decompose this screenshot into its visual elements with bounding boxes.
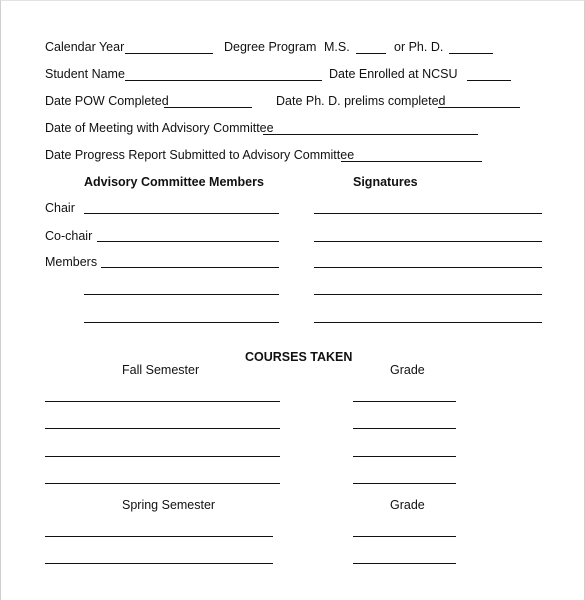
calendar-year-label: Calendar Year	[45, 40, 125, 54]
chair-label: Chair	[45, 201, 75, 215]
date-prelims-field[interactable]	[438, 107, 520, 108]
date-enrolled-field[interactable]	[467, 80, 511, 81]
signatures-heading: Signatures	[353, 175, 418, 189]
degree-program-label: Degree Program	[224, 40, 317, 54]
date-pow-label: Date POW Completed	[45, 94, 169, 108]
member-2-name-field[interactable]	[84, 294, 279, 295]
fall-course-1-field[interactable]	[45, 401, 280, 402]
ms-field[interactable]	[356, 53, 386, 54]
member-3-name-field[interactable]	[84, 322, 279, 323]
fall-semester-label: Fall Semester	[122, 363, 200, 377]
courses-taken-heading: COURSES TAKEN	[245, 350, 353, 364]
date-progress-field[interactable]	[341, 161, 482, 162]
member-1-name-field[interactable]	[101, 267, 279, 268]
spring-grade-2-field[interactable]	[353, 563, 456, 564]
fall-grade-2-field[interactable]	[353, 428, 456, 429]
date-meeting-label: Date of Meeting with Advisory Committee	[45, 121, 274, 135]
committee-members-heading: Advisory Committee Members	[84, 175, 264, 189]
chair-name-field[interactable]	[84, 213, 279, 214]
fall-grade-4-field[interactable]	[353, 483, 456, 484]
spring-grade-1-field[interactable]	[353, 536, 456, 537]
ms-label: M.S.	[324, 40, 350, 54]
fall-course-4-field[interactable]	[45, 483, 280, 484]
phd-field[interactable]	[449, 53, 493, 54]
date-progress-label: Date Progress Report Submitted to Advisory Committee	[45, 148, 355, 162]
student-name-label: Student Name	[45, 67, 125, 81]
spring-grade-label: Grade	[390, 498, 425, 512]
phd-label: or Ph. D.	[394, 40, 444, 54]
student-name-field[interactable]	[125, 80, 322, 81]
spring-course-2-field[interactable]	[45, 563, 273, 564]
spring-course-1-field[interactable]	[45, 536, 273, 537]
fall-grade-label: Grade	[390, 363, 425, 377]
spring-semester-label: Spring Semester	[122, 498, 216, 512]
cochair-label: Co-chair	[45, 229, 93, 243]
fall-course-3-field[interactable]	[45, 456, 280, 457]
member-3-signature-field[interactable]	[314, 322, 542, 323]
date-prelims-label: Date Ph. D. prelims completed	[276, 94, 446, 108]
fall-course-2-field[interactable]	[45, 428, 280, 429]
date-meeting-field[interactable]	[263, 134, 478, 135]
calendar-year-field[interactable]	[125, 53, 213, 54]
date-pow-field[interactable]	[164, 107, 252, 108]
member-1-signature-field[interactable]	[314, 267, 542, 268]
members-label: Members	[45, 255, 98, 269]
cochair-signature-field[interactable]	[314, 241, 542, 242]
member-2-signature-field[interactable]	[314, 294, 542, 295]
chair-signature-field[interactable]	[314, 213, 542, 214]
fall-grade-3-field[interactable]	[353, 456, 456, 457]
date-enrolled-label: Date Enrolled at NCSU	[329, 67, 458, 81]
fall-grade-1-field[interactable]	[353, 401, 456, 402]
cochair-name-field[interactable]	[97, 241, 279, 242]
